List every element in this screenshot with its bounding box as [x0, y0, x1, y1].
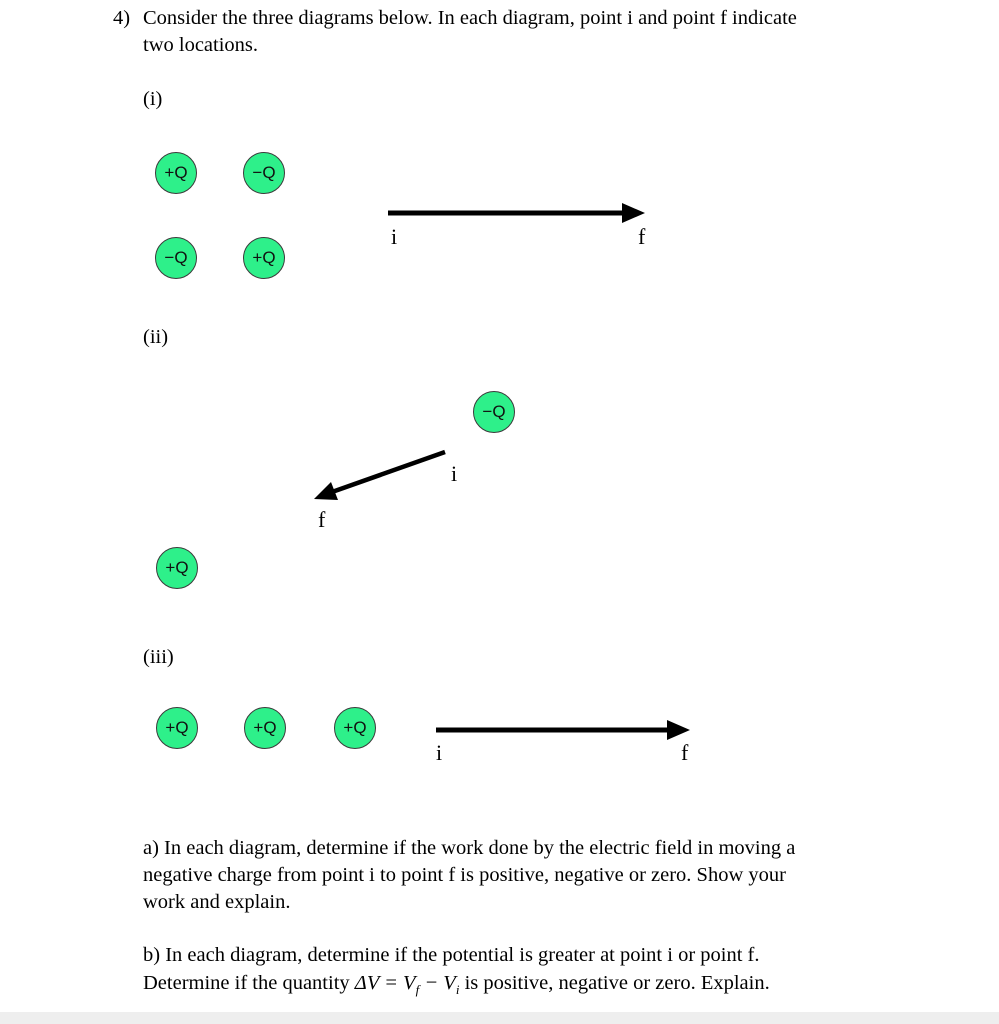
part-b-text-pre: Determine if the quantity: [143, 972, 355, 994]
point-f-label: f: [318, 507, 326, 532]
diagram-i-label: (i): [143, 88, 163, 110]
intro-line-1: Consider the three diagrams below. In each diagram, point i and point f indicate: [143, 7, 797, 29]
page-bottom-strip: [0, 1012, 999, 1024]
point-f-label: f: [638, 224, 646, 249]
charge-positive: +Q: [334, 707, 376, 749]
part-a-line-2: negative charge from point i to point f is positive, negative or zero. Show your: [143, 864, 786, 886]
diagram-iii-label: (iii): [143, 646, 174, 668]
arrow-diagram-ii: [314, 452, 445, 500]
charge-negative: −Q: [473, 391, 515, 433]
charge-positive: +Q: [244, 707, 286, 749]
point-i-label: i: [451, 461, 458, 486]
part-b-text-post: is positive, negative or zero. Explain.: [459, 972, 770, 994]
point-f-label: f: [681, 740, 689, 765]
charge-negative: −Q: [155, 237, 197, 279]
point-i-label: i: [391, 224, 398, 249]
part-b-line-2: [143, 970, 770, 1003]
charge-positive: +Q: [156, 547, 198, 589]
charge-positive: +Q: [156, 707, 198, 749]
arrow-diagram-iii: [436, 720, 690, 740]
charge-positive: +Q: [243, 237, 285, 279]
part-a-line-3: work and explain.: [143, 891, 291, 913]
part-a-line-1: a) In each diagram, determine if the work done by the electric field in moving a: [143, 837, 796, 859]
point-i-label: i: [436, 740, 443, 765]
arrow-diagram-i: [388, 203, 645, 223]
part-b-line-1: b) In each diagram, determine if the potential is greater at point i or point f.: [143, 944, 760, 966]
intro-line-2: two locations.: [143, 34, 259, 56]
delta-v-formula: $\Delta V = V_f - V_i$: [354, 972, 460, 998]
charge-negative: −Q: [243, 152, 285, 194]
diagram-ii-label: (ii): [143, 326, 169, 348]
question-number: 4): [113, 7, 131, 29]
charge-positive: +Q: [155, 152, 197, 194]
